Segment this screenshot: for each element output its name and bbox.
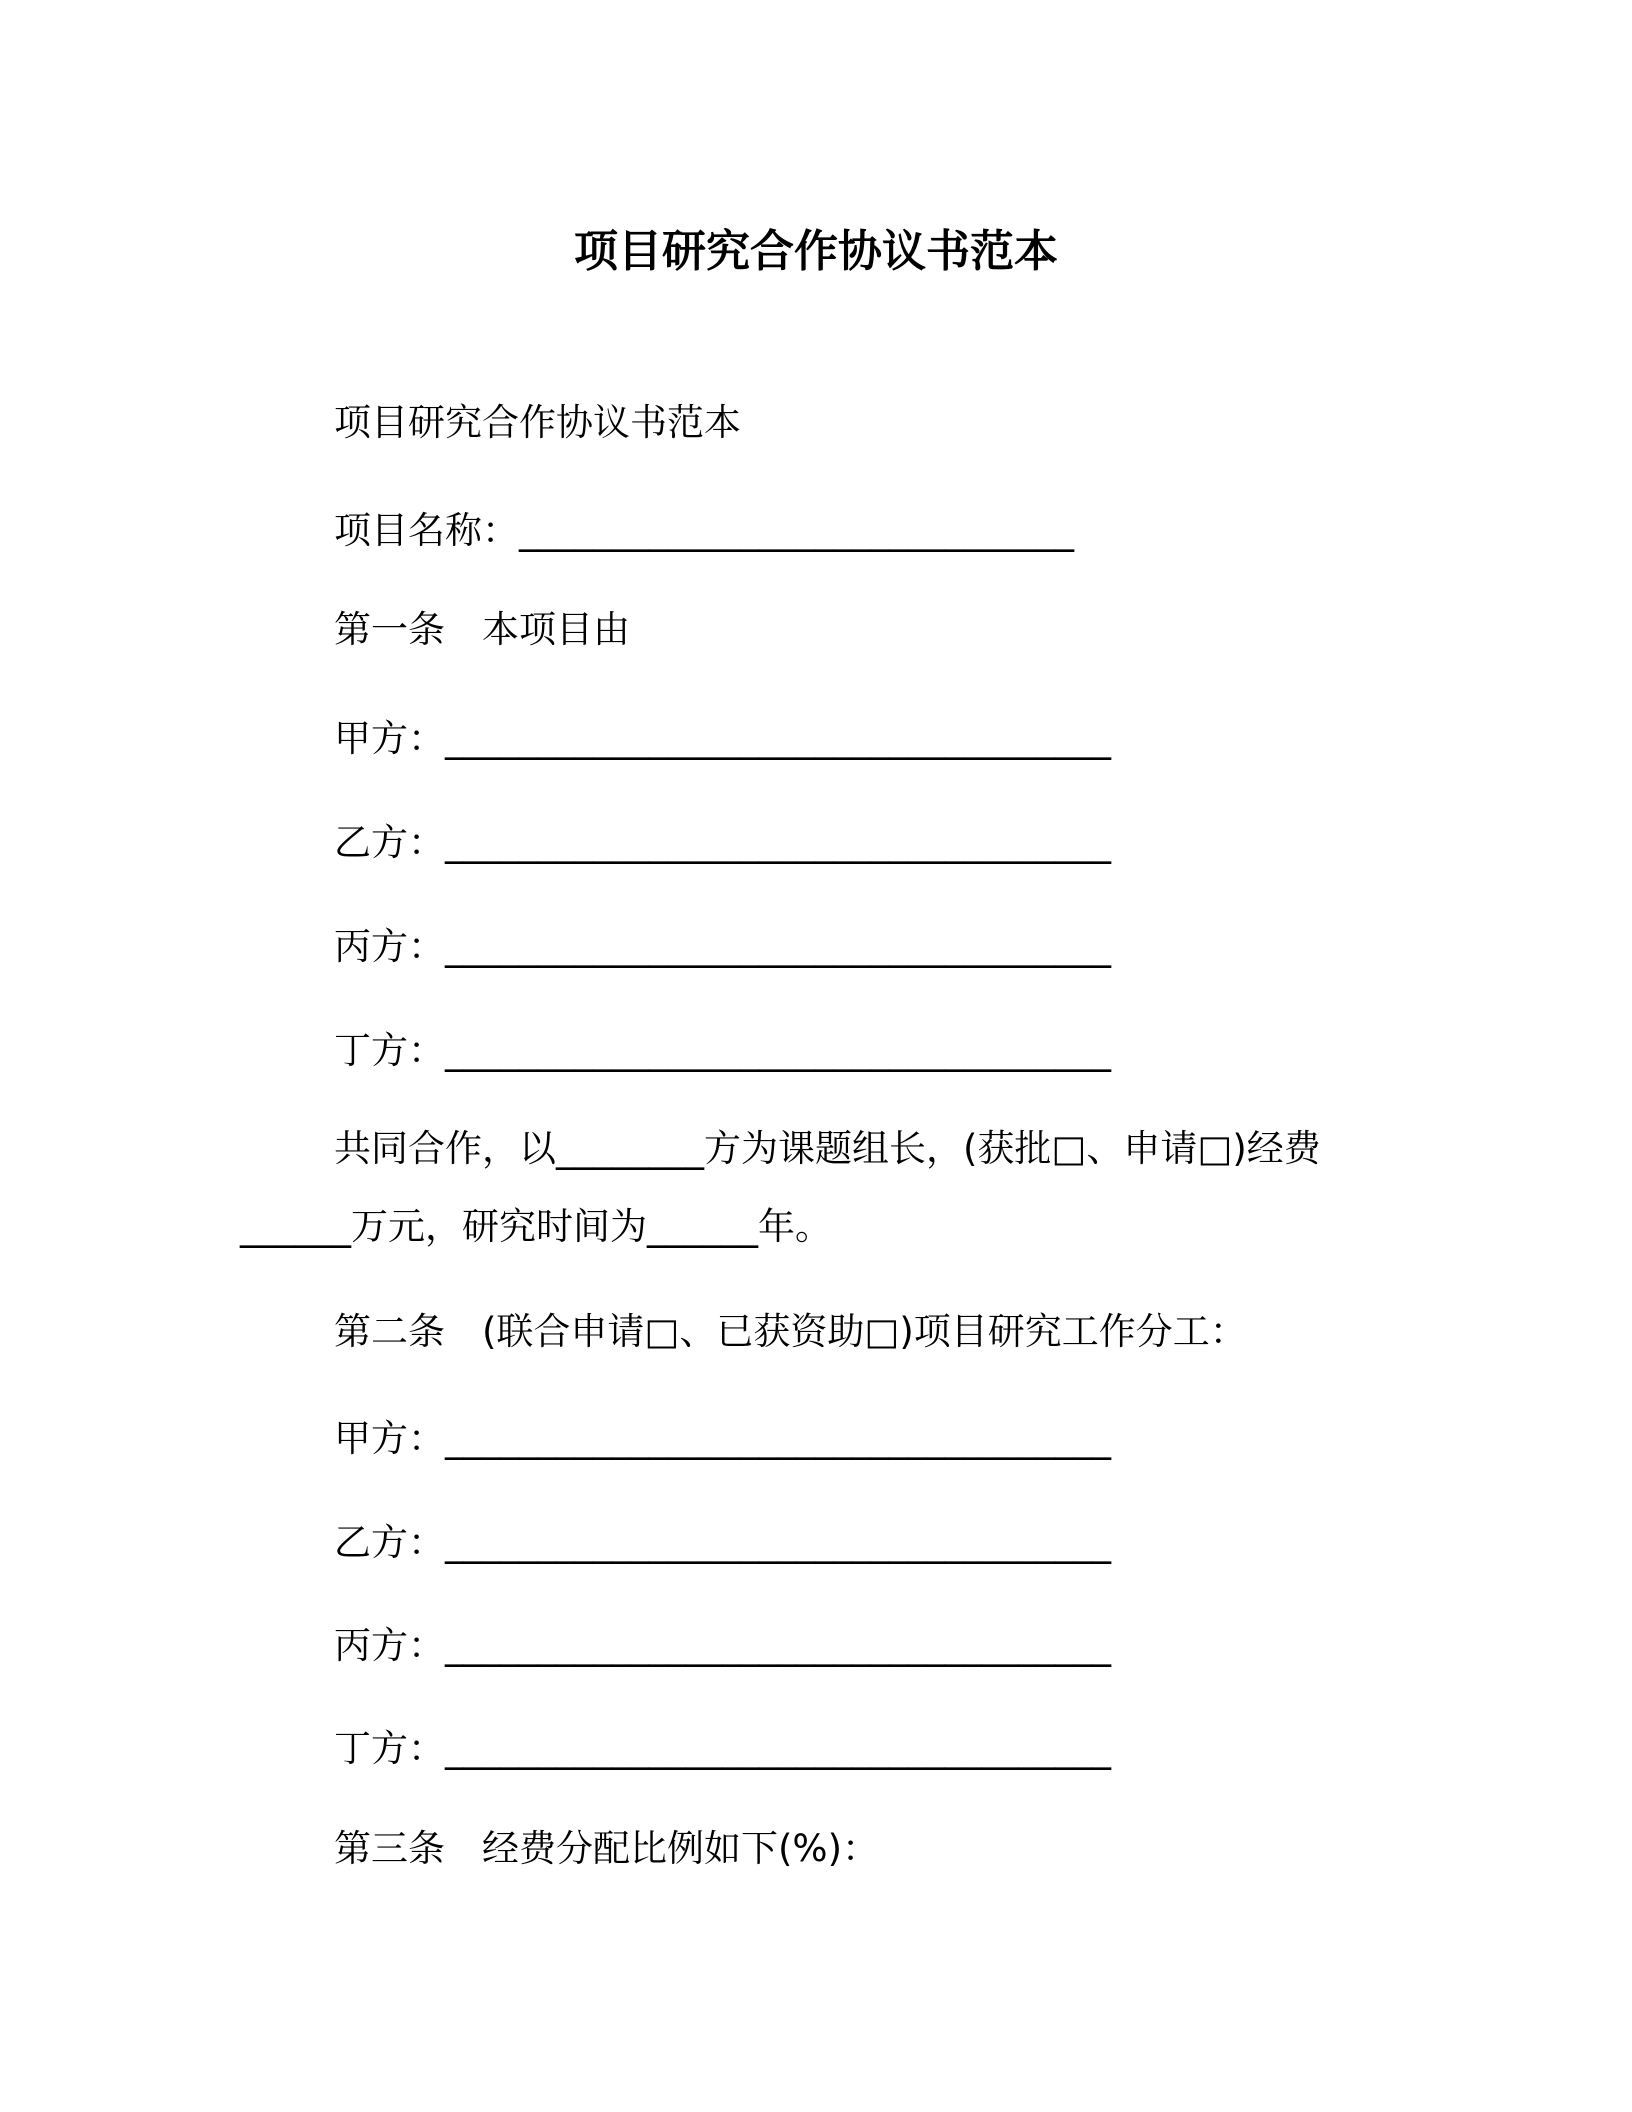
document-subtitle: 项目研究合作协议书范本 — [334, 401, 741, 444]
article-1-party-c-line: 丙方：____________________________________ — [334, 925, 1111, 968]
cooperation-paragraph-line-1: 共同合作，以________方为课题组长，(获批□、申请□)经费 — [334, 1127, 1321, 1170]
article-1-party-b-line: 乙方：____________________________________ — [334, 821, 1111, 864]
article-2-party-d-line: 丁方：____________________________________ — [334, 1727, 1111, 1770]
article-1-party-a-line: 甲方：____________________________________ — [334, 717, 1111, 760]
article-2-party-b-line: 乙方：____________________________________ — [334, 1521, 1111, 1564]
document-title: 项目研究合作协议书范本 — [574, 226, 1058, 277]
article-2-party-c-line: 丙方：____________________________________ — [334, 1624, 1111, 1667]
article-1-heading: 第一条 本项目由 — [334, 608, 630, 651]
cooperation-paragraph-line-2: ______万元，研究时间为______年。 — [240, 1205, 832, 1248]
article-3-heading: 第三条 经费分配比例如下(%)： — [334, 1827, 880, 1870]
project-name-line: 项目名称：______________________________ — [334, 509, 1074, 552]
article-2-heading: 第二条 (联合申请□、已获资助□)项目研究工作分工： — [334, 1310, 1247, 1353]
article-2-party-a-line: 甲方：____________________________________ — [334, 1417, 1111, 1460]
article-1-party-d-line: 丁方：____________________________________ — [334, 1029, 1111, 1072]
